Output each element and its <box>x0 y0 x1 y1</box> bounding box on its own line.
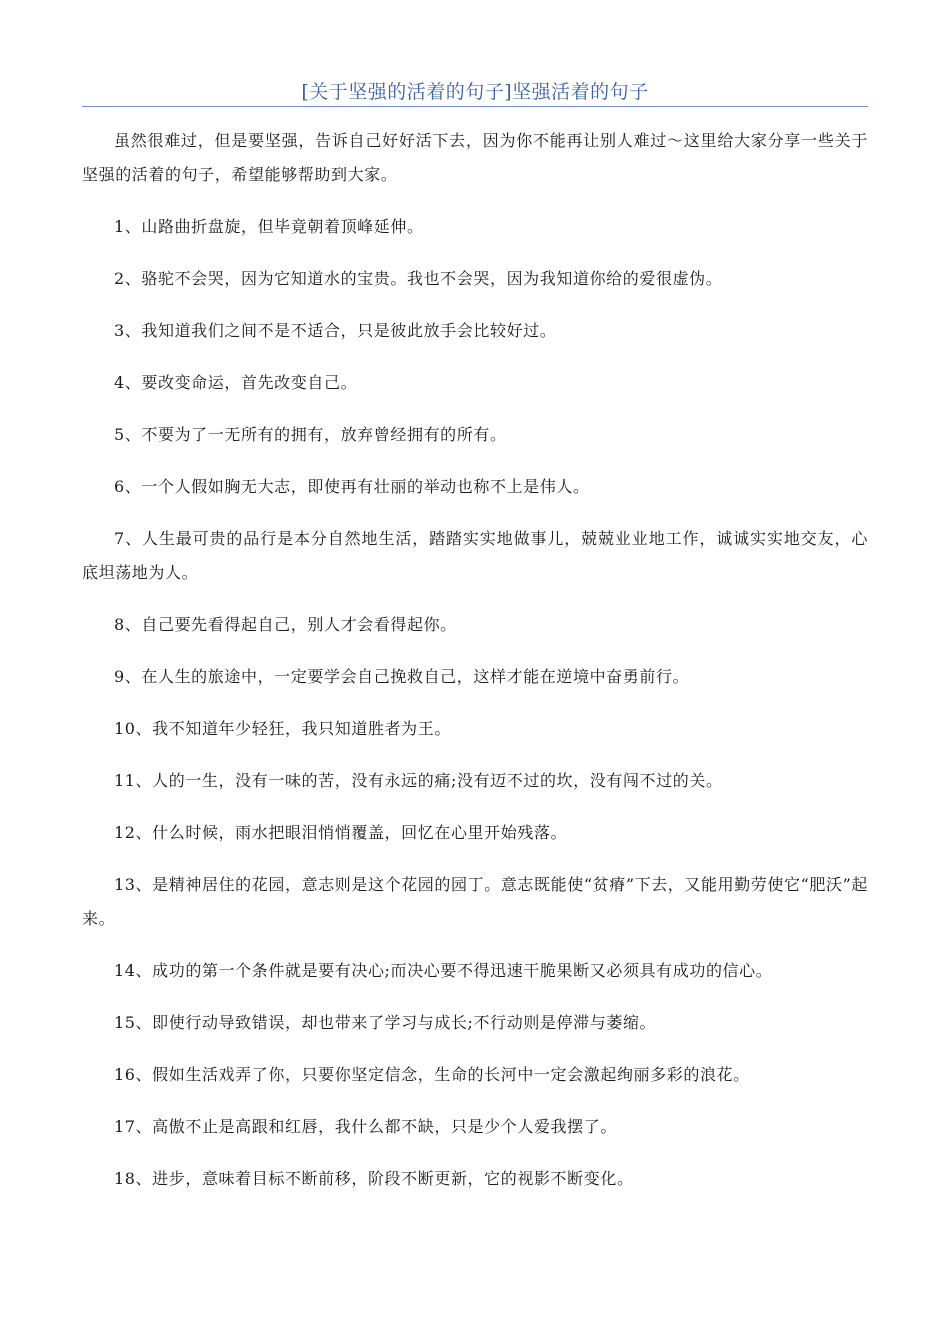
quote-item: 15、即使行动导致错误，却也带来了学习与成长;不行动则是停滞与萎缩。 <box>114 1013 657 1032</box>
quote-item: 5、不要为了一无所有的拥有，放弃曾经拥有的所有。 <box>114 425 507 444</box>
quote-item: 1、山路曲折盘旋，但毕竟朝着顶峰延伸。 <box>114 217 424 236</box>
quote-item: 2、骆驼不会哭，因为它知道水的宝贵。我也不会哭，因为我知道你给的爱很虚伪。 <box>114 269 723 288</box>
quote-item: 4、要改变命运，首先改变自己。 <box>114 373 358 392</box>
document-body <box>82 124 868 1214</box>
quote-item: 14、成功的第一个条件就是要有决心;而决心要不得迅速干脆果断又必须具有成功的信心。 <box>114 961 773 980</box>
quote-item: 18、进步，意味着目标不断前移，阶段不断更新，它的视影不断变化。 <box>114 1169 634 1188</box>
quote-item: 16、假如生活戏弄了你，只要你坚定信念，生命的长河中一定会激起绚丽多彩的浪花。 <box>114 1065 750 1084</box>
intro-paragraph: 虽然很难过，但是要坚强，告诉自己好好活下去，因为你不能再让别人难过～这里给大家分享一些关于坚强的活着的句子，希望能够帮助到大家。 <box>82 131 868 184</box>
quote-item: 8、自己要先看得起自己，别人才会看得起你。 <box>114 615 457 634</box>
title-underline <box>82 106 868 107</box>
quote-item: 17、高傲不止是高跟和红唇，我什么都不缺，只是少个人爱我摆了。 <box>114 1117 617 1136</box>
quote-item: 11、人的一生，没有一味的苦，没有永远的痛;没有迈不过的坎，没有闯不过的关。 <box>114 771 723 790</box>
quote-item: 7、人生最可贵的品行是本分自然地生活，踏踏实实地做事儿，兢兢业业地工作，诚诚实实地交友，心底坦荡地为人。 <box>82 529 868 582</box>
quote-item: 6、一个人假如胸无大志，即使再有壮丽的举动也称不上是伟人。 <box>114 477 590 496</box>
quote-item: 10、我不知道年少轻狂，我只知道胜者为王。 <box>114 719 451 738</box>
quote-item: 12、什么时候，雨水把眼泪悄悄覆盖，回忆在心里开始残落。 <box>114 823 568 842</box>
quote-item: 3、我知道我们之间不是不适合，只是彼此放手会比较好过。 <box>114 321 557 340</box>
quote-item: 13、是精神居住的花园，意志则是这个花园的园丁。意志既能使“贫瘠”下去，又能用勤劳使它“肥沃”起来。 <box>82 875 868 928</box>
quote-item: 9、在人生的旅途中，一定要学会自己挽救自己，这样才能在逆境中奋勇前行。 <box>114 667 690 686</box>
page-title: [关于坚强的活着的句子]坚强活着的句子 <box>301 81 649 103</box>
